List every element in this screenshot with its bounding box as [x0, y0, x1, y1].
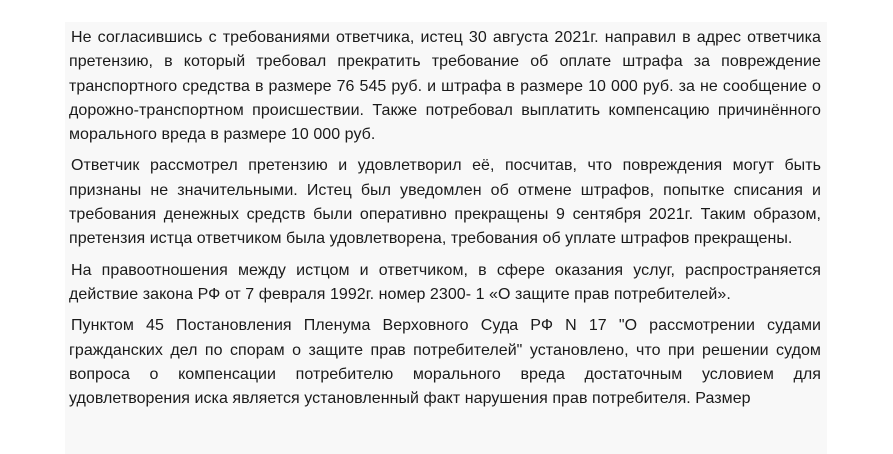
paragraph-response: Ответчик рассмотрел претензию и удовлетворил её, посчитав, что повреждения могут быть признаны не значительными. Истец был уведомлен об отмене штрафов, попытке списания и требования денежных средств были оперативно прекращены 9 сентября 2021г. Таким образом, претензия истца ответчиком была удовлетворена, требования об уплате штрафов прекращены.: [69, 157, 821, 248]
document-page: [65, 22, 827, 454]
paragraph-claim: Не согласившись с требованиями ответчика, истец 30 августа 2021г. направил в адрес ответчика претензию, в который требовал прекратить требование об оплате штрафа за повреждение транспортного средства в размере 76 545 руб. и штрафа в размере 10 000 руб. за не сообщение о дорожно-транспортном происшествии. Также потребовал выплатить компенсацию причинённого морального вреда в размере 10 000 руб.: [69, 29, 821, 144]
paragraph-plenum: Пунктом 45 Постановления Пленума Верховного Суда РФ N 17 "О рассмотрении судами гражданских дел по спорам о защите прав потребителей" установлено, что при решении судом вопроса о компенсации потребителю морального вреда достаточным условием для удовлетворения иска является установленный факт нарушения прав потребителя. Размер: [69, 317, 821, 408]
paragraph-law: На правоотношения между истцом и ответчиком, в сфере оказания услуг, распространяется действие закона РФ от 7 февраля 1992г. номер 2300- 1 «О защите прав потребителей».: [69, 261, 821, 303]
